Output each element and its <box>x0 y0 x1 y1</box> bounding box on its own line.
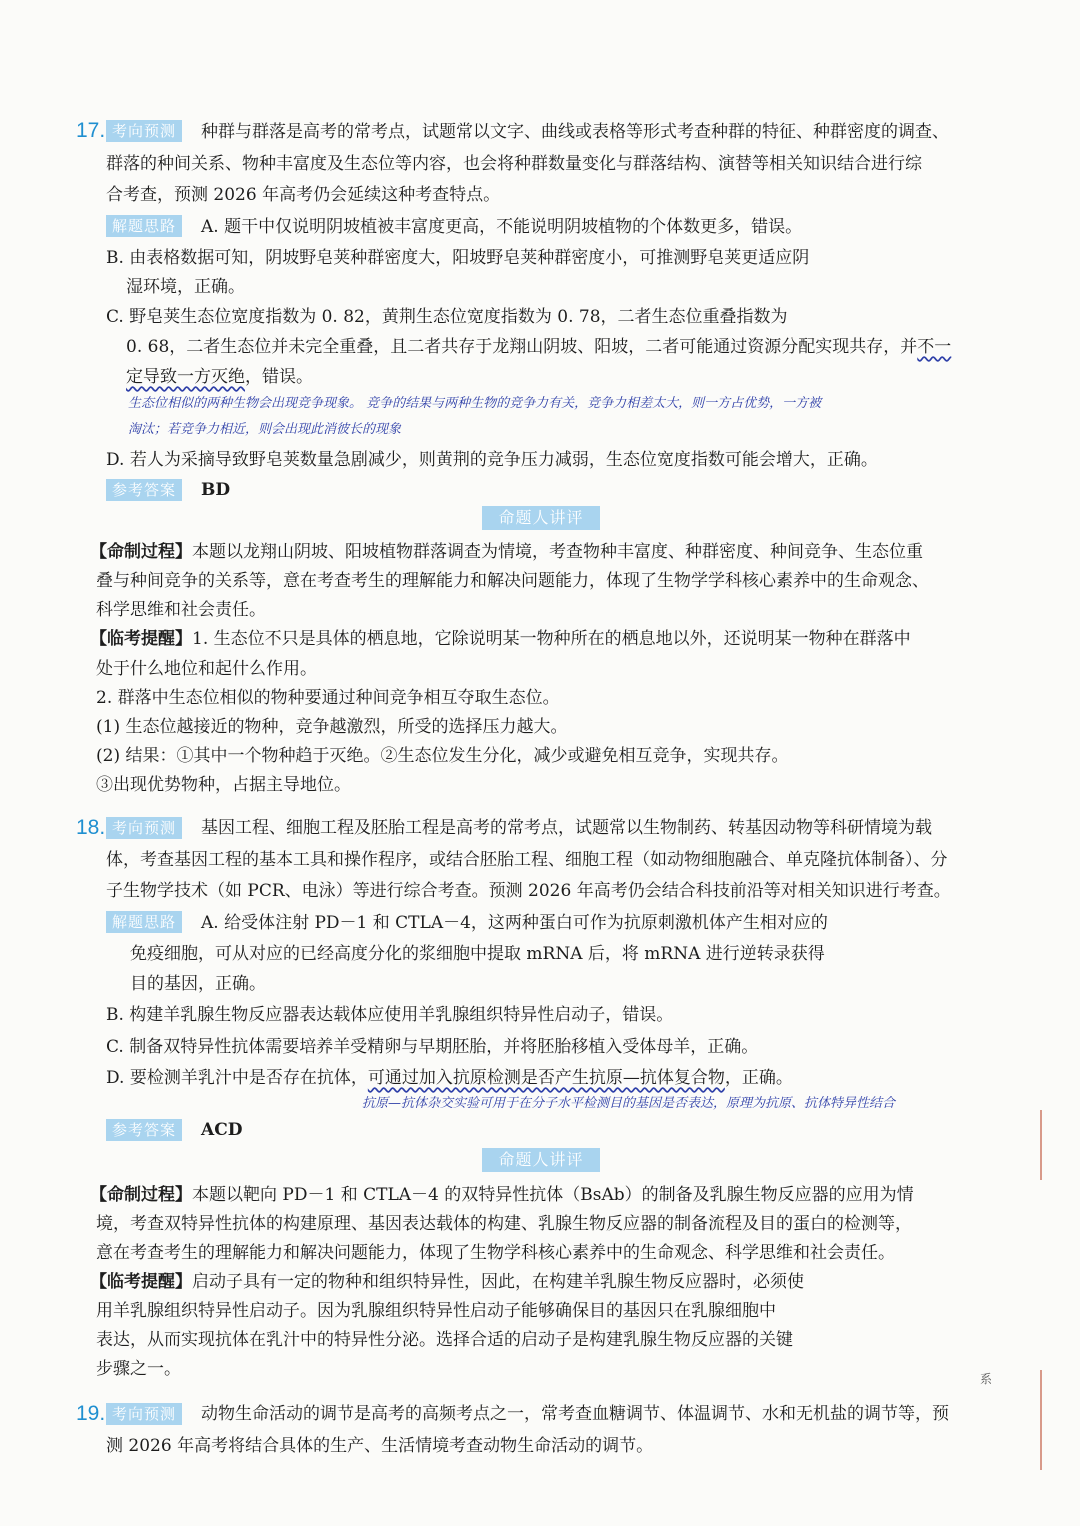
q17-intro-line-1: 种群与群落是高考的常考点，试题常以文字、曲线或表格等形式考查种群的特征、种群密度的调查、 <box>201 122 949 142</box>
q17-option-a: A. 题干中仅说明阴坡植被丰富度更高，不能说明阴坡植物的个体数更多，错误。 <box>201 217 803 237</box>
q18-remind-line-4: 步骤之一。 <box>96 1359 181 1379</box>
tag-exam-prediction-17: 考向预测 <box>106 120 182 142</box>
q18-remind-line-1: 【临考提醒】启动子具有一定的物种和组织特异性，因此，在构建羊乳腺生物反应器时，必须使 <box>90 1272 804 1292</box>
q18-handwritten-note: 抗原—抗体杂交实验可用于在分子水平检测目的基因是否表达，原理为抗原、抗体特异性结合 <box>362 1096 896 1111</box>
question-number-19: 19. <box>76 1402 106 1425</box>
q17-option-c-line-1: C. 野皂荚生态位宽度指数为 0. 82，黄荆生态位宽度指数为 0. 78，二者生态位重叠指数为 <box>106 307 788 327</box>
q18-process-line-2: 境，考查双特异性抗体的构建原理、基因表达载体的构建、乳腺生物反应器的制备流程及目的蛋白的检测等， <box>96 1214 912 1234</box>
q17-process-line-3: 科学思维和社会责任。 <box>96 600 266 620</box>
q17-option-b-line-1: B. 由表格数据可知，阴坡野皂荚种群密度大，阳坡野皂荚种群密度小，可推测野皂荚更适应阴 <box>106 248 810 268</box>
q17-handwritten-note-line-1: 生态位相似的两种生物会出现竞争现象。 竞争的结果与两种生物的竞争力有关，竞争力相差太大，则一方占优势，一方被 <box>128 396 822 411</box>
q17-remind-line-5: (2) 结果：①其中一个物种趋于灭绝。②生态位发生分化，减少或避免相互竞争，实现共存。 <box>96 746 789 766</box>
q17-process-line-2: 叠与种间竞争的关系等，意在考查考生的理解能力和解决问题能力，体现了生物学学科核心素养中的生命观念、 <box>96 571 929 591</box>
q18-answer: ACD <box>201 1120 243 1140</box>
q17-option-c-line-3: 定导致一方灭绝，错误。 <box>126 367 313 387</box>
tag-reference-answer-17: 参考答案 <box>106 479 182 501</box>
q17-remind-line-1: 【临考提醒】1. 生态位不只是具体的栖息地，它除说明某一物种所在的栖息地以外，还说明某一物种在群落中 <box>90 629 911 649</box>
tag-exam-prediction-19: 考向预测 <box>106 1403 182 1425</box>
q18-option-b: B. 构建羊乳腺生物反应器表达载体应使用羊乳腺组织特异性启动子，错误。 <box>106 1005 674 1025</box>
q17-intro-line-3: 合考查，预测 2026 年高考仍会延续这种考查特点。 <box>106 185 501 205</box>
q17-remind-line-4: (1) 生态位越接近的物种，竞争越激烈，所受的选择压力越大。 <box>96 717 568 737</box>
question-number-18: 18. <box>76 816 106 839</box>
q18-process-line-1: 【命制过程】本题以靶向 PD－1 和 CTLA－4 的双特异性抗体（BsAb）的制备及乳腺生物反应器的应用为情 <box>90 1185 914 1205</box>
q17-option-c-line-2: 0. 68，二者生态位并未完全重叠，且二者共存于龙翔山阴坡、阳坡，二者可能通过资源分配实现共存，并不一 <box>126 337 952 357</box>
q18-intro-line-2: 体，考查基因工程的基本工具和操作程序，或结合胚胎工程、细胞工程（如动物细胞融合、单克隆抗体制备）、分 <box>106 850 948 870</box>
margin-mark: 系 <box>980 1372 993 1386</box>
q18-option-d: D. 要检测羊乳汁中是否存在抗体，可通过加入抗原检测是否产生抗原—抗体复合物，正确。 <box>106 1068 793 1088</box>
q18-process-line-3: 意在考查考生的理解能力和解决问题能力，体现了生物学科核心素养中的生命观念、科学思维和社会责任。 <box>96 1243 895 1263</box>
q17-remind-line-6: ③出现优势物种，占据主导地位。 <box>96 775 351 795</box>
q17-option-d: D. 若人为采摘导致野皂荚数量急剧减少，则黄荆的竞争压力减弱，生态位宽度指数可能会增大，正确。 <box>106 450 878 470</box>
q17-remind-line-2: 处于什么地位和起什么作用。 <box>96 659 317 679</box>
q17-option-b-line-2: 湿环境，正确。 <box>126 277 245 297</box>
q18-intro-line-1: 基因工程、细胞工程及胚胎工程是高考的常考点，试题常以生物制药、转基因动物等科研情境为载 <box>201 818 932 838</box>
page-edge-mark <box>1040 1370 1042 1470</box>
q18-intro-line-3: 子生物学技术（如 PCR、电泳）等进行综合考查。预测 2026 年高考仍会结合科技前沿等对相关知识进行考查。 <box>106 881 951 901</box>
q17-remind-line-3: 2. 群落中生态位相似的物种要通过种间竞争相互夺取生态位。 <box>96 688 560 708</box>
q19-intro-line-2: 测 2026 年高考将结合具体的生产、生活情境考查动物生命活动的调节。 <box>106 1436 654 1456</box>
q18-option-a-line-2: 免疫细胞，可从对应的已经高度分化的浆细胞中提取 mRNA 后，将 mRNA 进行逆转录获得 <box>130 944 825 964</box>
q18-remind-line-3: 表达，从而实现抗体在乳汁中的特异性分泌。选择合适的启动子是构建乳腺生物反应器的关键 <box>96 1330 793 1350</box>
question-number-17: 17. <box>76 119 106 142</box>
page-edge-mark <box>1040 1110 1042 1180</box>
commentary-banner-18: 命题人讲评 <box>482 1148 600 1172</box>
q18-option-a-line-1: A. 给受体注射 PD－1 和 CTLA－4，这两种蛋白可作为抗原刺激机体产生相对应的 <box>201 913 828 933</box>
tag-solution-idea-18: 解题思路 <box>106 911 182 933</box>
q18-remind-line-2: 用羊乳腺组织特异性启动子。因为乳腺组织特异性启动子能够确保目的基因只在乳腺细胞中 <box>96 1301 776 1321</box>
tag-solution-idea-17: 解题思路 <box>106 215 182 237</box>
q17-intro-line-2: 群落的种间关系、物种丰富度及生态位等内容，也会将种群数量变化与群落结构、演替等相关知识结合进行综 <box>106 154 922 174</box>
q17-answer: BD <box>201 480 231 500</box>
tag-reference-answer-18: 参考答案 <box>106 1119 182 1141</box>
tag-exam-prediction-18: 考向预测 <box>106 817 182 839</box>
q17-process-line-1: 【命制过程】本题以龙翔山阴坡、阳坡植物群落调查为情境，考查物种丰富度、种群密度、种间竞争、生态位重 <box>90 542 923 562</box>
q19-intro-line-1: 动物生命活动的调节是高考的高频考点之一，常考查血糖调节、体温调节、水和无机盐的调节等，预 <box>201 1404 949 1424</box>
q17-handwritten-note-line-2: 淘汰；若竞争力相近，则会出现此消彼长的现象 <box>128 422 402 437</box>
commentary-banner-17: 命题人讲评 <box>482 506 600 530</box>
q18-option-a-line-3: 目的基因，正确。 <box>130 974 266 994</box>
q18-option-c: C. 制备双特异性抗体需要培养羊受精卵与早期胚胎，并将胚胎移植入受体母羊，正确。 <box>106 1037 759 1057</box>
